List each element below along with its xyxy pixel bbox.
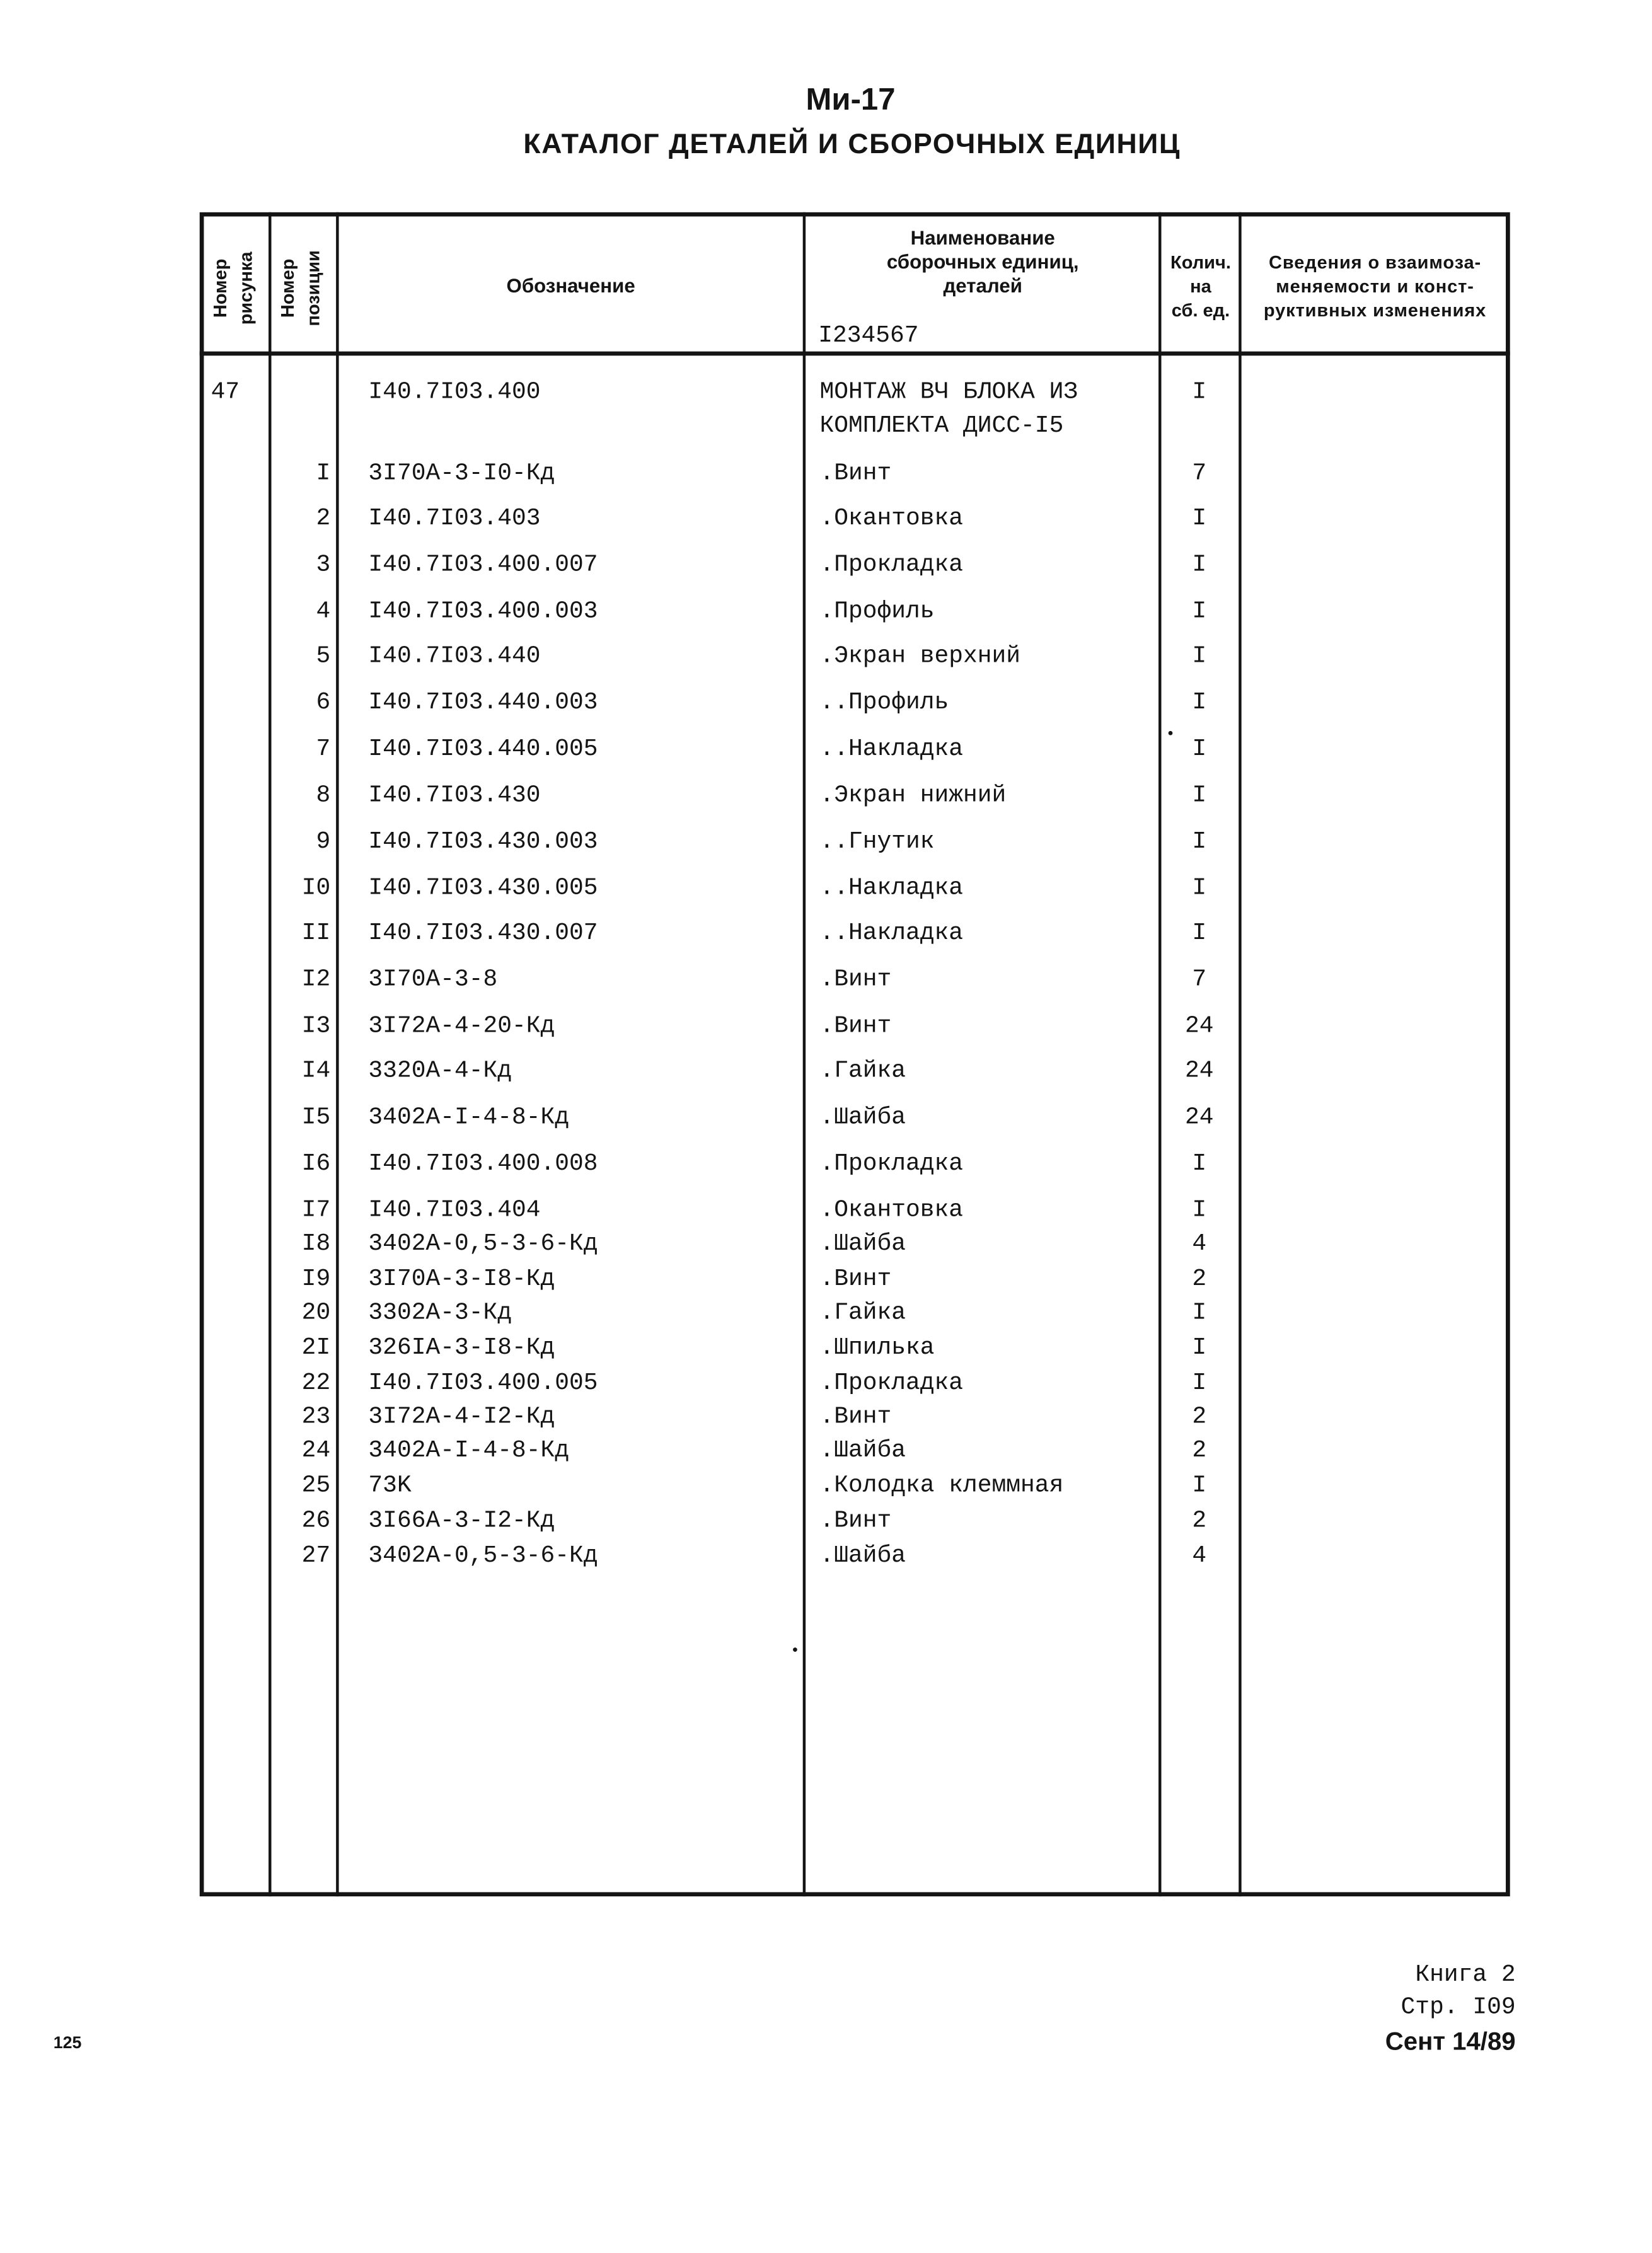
cell-name: .Винт xyxy=(819,1266,892,1294)
cell-position: I5 xyxy=(301,1105,331,1132)
cell-designation: I40.7I03.430.003 xyxy=(368,829,598,856)
cell-designation: I40.7I03.404 xyxy=(368,1197,541,1224)
cell-name: КОМПЛЕКТА ДИСС-I5 xyxy=(819,413,1064,441)
cell-designation: 326IA-3-I8-Кд xyxy=(368,1335,555,1363)
col-header-position-no-line: позиции xyxy=(302,250,324,326)
cell-name: .Винт xyxy=(819,967,892,994)
cell-name: .Шпилька xyxy=(819,1335,935,1363)
table-row xyxy=(0,1300,1652,1328)
cell-qty: I xyxy=(1192,736,1207,764)
cell-designation: I40.7I03.430.005 xyxy=(368,875,598,903)
cell-qty: I xyxy=(1192,690,1207,717)
col-header-name-line: деталей xyxy=(943,274,1022,297)
cell-position: 2 xyxy=(316,506,331,533)
cell-qty: I xyxy=(1192,829,1207,856)
col-header-qty-line: сб. ед. xyxy=(1171,299,1230,321)
cell-name: .Экран верхний xyxy=(819,643,1021,671)
cell-position: 27 xyxy=(301,1543,331,1570)
cell-position: 3 xyxy=(316,552,331,580)
table-row xyxy=(0,876,1652,904)
cell-qty: I xyxy=(1192,599,1207,626)
cell-designation: I40.7I03.400.003 xyxy=(368,599,598,626)
table-row xyxy=(0,1105,1652,1133)
table-row xyxy=(0,553,1652,581)
cell-designation: 3320A-4-Кд xyxy=(368,1058,512,1086)
cell-name: .Окантовка xyxy=(819,1197,964,1224)
cell-position: 23 xyxy=(301,1404,331,1431)
col-header-qty-line: на xyxy=(1190,275,1211,297)
cell-name: .Винт xyxy=(819,461,892,488)
col-header-figure-no-line: Номер xyxy=(209,258,231,318)
cell-qty: I xyxy=(1192,379,1207,406)
cell-qty: I xyxy=(1192,875,1207,903)
cell-position: 9 xyxy=(316,829,331,856)
cell-designation: 3I70A-3-I8-Кд xyxy=(368,1266,555,1294)
table-row xyxy=(0,461,1652,490)
sheet-number: 125 xyxy=(53,2032,82,2053)
cell-qty: 2 xyxy=(1192,1404,1207,1431)
cell-name: .Профиль xyxy=(819,599,935,626)
table-row xyxy=(0,829,1652,858)
cell-designation: I40.7I03.403 xyxy=(368,506,541,533)
cell-position: I xyxy=(316,461,331,488)
assembly-row-continued xyxy=(0,413,1652,442)
cell-name: .Винт xyxy=(819,1404,892,1431)
cell-designation: 3402A-0,5-3-6-Кд xyxy=(368,1231,598,1259)
cell-designation: I40.7I03.400 xyxy=(368,379,541,406)
table-row xyxy=(0,1438,1652,1466)
catalog-title: КАТАЛОГ ДЕТАЛЕЙ И СБОРОЧНЫХ ЕДИНИЦ xyxy=(523,129,1181,161)
cell-position: 24 xyxy=(301,1438,331,1465)
cell-qty: I xyxy=(1192,1300,1207,1327)
cell-designation: I40.7I03.440.003 xyxy=(368,690,598,717)
table-row xyxy=(0,967,1652,996)
cell-qty: I xyxy=(1192,643,1207,671)
col-header-qty xyxy=(1162,250,1240,322)
cell-name: ..Накладка xyxy=(819,875,964,903)
cell-position: 6 xyxy=(316,690,331,717)
cell-name: .Винт xyxy=(819,1508,892,1535)
cell-figure-number: 47 xyxy=(211,379,240,406)
cell-name: .Экран нижний xyxy=(819,783,1007,810)
cell-designation: 3I66A-3-I2-Кд xyxy=(368,1508,555,1535)
cell-qty: I xyxy=(1192,1197,1207,1224)
cell-position: 26 xyxy=(301,1508,331,1535)
table-row xyxy=(0,1543,1652,1572)
cell-position: 4 xyxy=(316,599,331,626)
table-row xyxy=(0,690,1652,718)
col-header-position-no-line: Номер xyxy=(277,258,298,318)
cell-qty: 2 xyxy=(1192,1266,1207,1294)
cell-name: .Шайба xyxy=(819,1438,906,1465)
cell-position: I6 xyxy=(301,1151,331,1178)
cell-qty: 4 xyxy=(1192,1231,1207,1259)
cell-position: 20 xyxy=(301,1300,331,1327)
cell-position: I0 xyxy=(301,875,331,903)
scan-speck xyxy=(793,1647,797,1652)
cell-position: 5 xyxy=(316,643,331,671)
cell-position: 7 xyxy=(316,736,331,764)
table-row xyxy=(0,1059,1652,1087)
cell-name: ..Накладка xyxy=(819,736,964,764)
col-header-notes xyxy=(1243,250,1507,322)
cell-position: I2 xyxy=(301,967,331,994)
cell-designation: 3I70A-3-8 xyxy=(368,967,498,994)
col-header-designation: Обозначение xyxy=(506,274,635,297)
cell-name: ..Профиль xyxy=(819,690,949,717)
cell-position: I7 xyxy=(301,1197,331,1224)
scan-speck xyxy=(1169,731,1173,735)
cell-designation: I40.7I03.440 xyxy=(368,643,541,671)
cell-position: 8 xyxy=(316,783,331,810)
cell-designation: 3I70A-3-I0-Кд xyxy=(368,461,555,488)
col-header-position-no xyxy=(275,218,332,359)
footer-page: Стр. I09 xyxy=(1401,1995,1516,2022)
cell-designation: 73K xyxy=(368,1473,412,1501)
table-row xyxy=(0,1404,1652,1432)
col-header-notes-line: меняемости и конст- xyxy=(1276,275,1474,297)
table-row xyxy=(0,1508,1652,1536)
table-row xyxy=(0,506,1652,534)
table-row xyxy=(0,921,1652,949)
table-row xyxy=(0,1013,1652,1042)
table-row xyxy=(0,1198,1652,1226)
cell-designation: 3I72A-4-20-Кд xyxy=(368,1013,555,1040)
cell-designation: 3402A-0,5-3-6-Кд xyxy=(368,1543,598,1570)
cell-position: 22 xyxy=(301,1370,331,1398)
table-row xyxy=(0,644,1652,672)
cell-designation: 3302A-3-Кд xyxy=(368,1300,512,1327)
cell-designation: 3402A-I-4-8-Кд xyxy=(368,1438,570,1465)
cell-name: МОНТАЖ ВЧ БЛОКА ИЗ xyxy=(819,379,1078,406)
table-row xyxy=(0,1231,1652,1260)
table-row xyxy=(0,1371,1652,1399)
cell-position: 25 xyxy=(301,1473,331,1501)
col-header-notes-line: руктивных изменениях xyxy=(1263,299,1487,321)
cell-name: .Прокладка xyxy=(819,1370,964,1398)
cell-designation: I40.7I03.400.007 xyxy=(368,552,598,580)
cell-name: ..Накладка xyxy=(819,921,964,948)
cell-qty: I xyxy=(1192,1151,1207,1178)
cell-designation: I40.7I03.400.005 xyxy=(368,1370,598,1398)
table-row xyxy=(0,1267,1652,1295)
col-header-name-line: сборочных единиц, xyxy=(886,250,1079,273)
col-header-name-code: I234567 xyxy=(818,323,919,350)
table-row xyxy=(0,599,1652,627)
cell-designation: 3402A-I-4-8-Кд xyxy=(368,1105,570,1132)
cell-designation: I40.7I03.430 xyxy=(368,783,541,810)
cell-name: .Гайка xyxy=(819,1300,906,1327)
cell-name: ..Гнутик xyxy=(819,829,935,856)
col-header-notes-line: Сведения о взаимоза- xyxy=(1269,251,1482,273)
col-header-name xyxy=(807,226,1158,298)
table-row xyxy=(0,1473,1652,1502)
cell-name: .Прокладка xyxy=(819,1151,964,1178)
table-row xyxy=(0,1151,1652,1180)
cell-name: .Окантовка xyxy=(819,506,964,533)
cell-qty: 24 xyxy=(1184,1013,1214,1040)
cell-qty: 24 xyxy=(1184,1105,1214,1132)
cell-name: .Колодка клеммная xyxy=(819,1473,1064,1501)
cell-designation: I40.7I03.400.008 xyxy=(368,1151,598,1178)
col-header-qty-line: Колич. xyxy=(1170,251,1231,273)
cell-position: I8 xyxy=(301,1231,331,1259)
cell-qty: I xyxy=(1192,506,1207,533)
cell-qty: I xyxy=(1192,1370,1207,1398)
cell-qty: 7 xyxy=(1192,461,1207,488)
cell-position: II xyxy=(301,921,331,948)
assembly-row xyxy=(0,379,1652,408)
table-row xyxy=(0,737,1652,765)
cell-position: 2I xyxy=(301,1335,331,1363)
cell-name: .Шайба xyxy=(819,1543,906,1570)
cell-qty: I xyxy=(1192,921,1207,948)
table-row xyxy=(0,1335,1652,1364)
cell-name: .Шайба xyxy=(819,1231,906,1259)
cell-name: .Гайка xyxy=(819,1058,906,1086)
cell-qty: I xyxy=(1192,783,1207,810)
cell-designation: I40.7I03.430.007 xyxy=(368,921,598,948)
col-header-figure-no-line: рисунка xyxy=(234,251,256,325)
cell-qty: 7 xyxy=(1192,967,1207,994)
cell-position: I3 xyxy=(301,1013,331,1040)
cell-name: .Прокладка xyxy=(819,552,964,580)
cell-qty: 4 xyxy=(1192,1543,1207,1570)
col-header-name-line: Наименование xyxy=(910,226,1055,249)
cell-position: I4 xyxy=(301,1058,331,1086)
cell-name: .Винт xyxy=(819,1013,892,1040)
aircraft-model-title: Ми-17 xyxy=(806,81,896,117)
col-header-figure-no xyxy=(208,218,264,359)
cell-designation: I40.7I03.440.005 xyxy=(368,736,598,764)
cell-name: .Шайба xyxy=(819,1105,906,1132)
cell-position: I9 xyxy=(301,1266,331,1294)
table-row xyxy=(0,783,1652,811)
cell-qty: I xyxy=(1192,1473,1207,1501)
cell-qty: 2 xyxy=(1192,1438,1207,1465)
cell-designation: 3I72A-4-I2-Кд xyxy=(368,1404,555,1431)
footer-book: Книга 2 xyxy=(1415,1962,1516,1990)
header-divider xyxy=(200,352,1510,356)
cell-qty: 24 xyxy=(1184,1058,1214,1086)
cell-qty: I xyxy=(1192,552,1207,580)
cell-qty: 2 xyxy=(1192,1508,1207,1535)
cell-qty: I xyxy=(1192,1335,1207,1363)
footer-date: Сент 14/89 xyxy=(1385,2027,1516,2056)
